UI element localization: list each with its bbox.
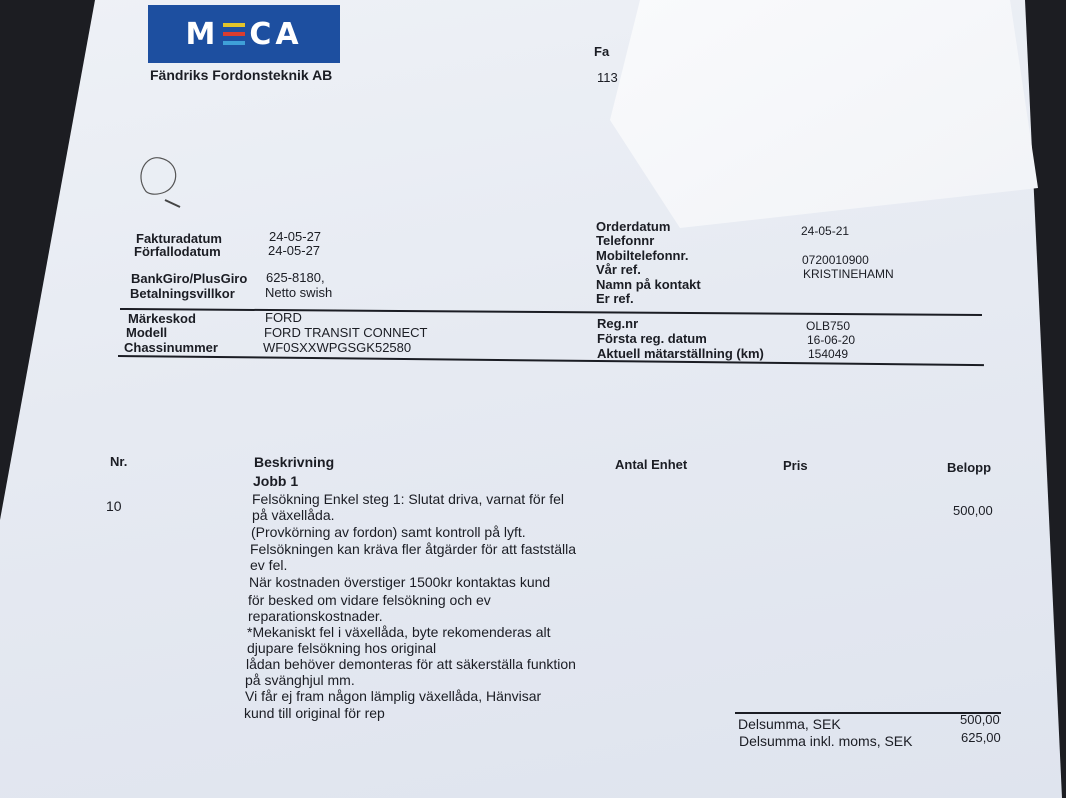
desc-line: ev fel.: [250, 557, 288, 573]
label-bankgiro: BankGiro/PlusGiro: [131, 271, 248, 286]
desc-line: (Provkörning av fordon) samt kontroll på lyft.: [251, 524, 526, 540]
value-modell: FORD TRANSIT CONNECT: [264, 325, 428, 340]
label-delsumma-inkl-moms: Delsumma inkl. moms, SEK: [739, 733, 913, 749]
stripe-blue: [223, 41, 245, 45]
label-chassinummer: Chassinummer: [124, 340, 218, 355]
job-title: Jobb 1: [253, 473, 299, 489]
value-forfallodatum: 24-05-27: [268, 243, 321, 258]
header-partial-number: 113: [597, 70, 618, 85]
desc-line: När kostnaden överstiger 1500kr kontaktas kund: [249, 574, 551, 590]
header-nr: Nr.: [110, 454, 128, 469]
label-er-ref: Er ref.: [596, 291, 634, 306]
value-bankgiro: 625-8180,: [266, 270, 325, 285]
value-var-ref: KRISTINEHAMN: [803, 267, 894, 281]
logo-letter-m: M: [185, 16, 220, 52]
label-forfallodatum: Förfallodatum: [134, 244, 221, 259]
label-var-ref: Vår ref.: [596, 262, 641, 277]
desc-line: *Mekaniskt fel i växellåda, byte rekomenderas alt: [247, 624, 551, 640]
desc-line: reparationskostnader.: [248, 608, 383, 624]
label-markeskod: Märkeskod: [128, 311, 196, 326]
stripe-red: [223, 32, 245, 36]
label-namn-pa-kontakt: Namn på kontakt: [596, 277, 701, 292]
header-partial-text: Fa: [594, 44, 610, 59]
desc-line: Vi får ej fram någon lämplig växellåda, Hänvisar: [245, 688, 542, 704]
value-delsumma-inkl-moms: 625,00: [961, 730, 1001, 745]
value-delsumma: 500,00: [960, 712, 1000, 727]
label-betalningsvillkor: Betalningsvillkor: [130, 286, 235, 301]
header-pris: Pris: [783, 458, 808, 473]
label-matarstallning: Aktuell mätarställning (km): [597, 346, 764, 361]
value-betalningsvillkor: Netto swish: [265, 285, 333, 300]
label-modell: Modell: [126, 325, 168, 340]
desc-line: på växellåda.: [252, 507, 335, 523]
label-regnr: Reg.nr: [597, 316, 639, 331]
company-name: Fändriks Fordonsteknik AB: [150, 67, 333, 83]
label-telefonnr: Telefonnr: [596, 233, 655, 248]
row-nr: 10: [106, 498, 122, 514]
stripe-yellow: [223, 23, 245, 27]
header-belopp: Belopp: [947, 460, 992, 475]
value-chassinummer: WF0SXXWPGSGK52580: [263, 340, 412, 355]
meca-logo: [148, 5, 340, 63]
value-orderdatum: 24-05-21: [801, 224, 850, 238]
value-mobiltelefonnr: 0720010900: [802, 253, 869, 267]
label-delsumma: Delsumma, SEK: [738, 716, 841, 732]
header-antal-enhet: Antal Enhet: [615, 457, 688, 472]
value-forsta-reg-datum: 16-06-20: [807, 333, 856, 347]
logo-stripes-icon: [223, 23, 245, 45]
value-matarstallning: 154049: [808, 347, 849, 361]
label-fakturadatum: Fakturadatum: [136, 231, 222, 246]
desc-line: djupare felsökning hos original: [247, 640, 437, 656]
label-orderdatum: Orderdatum: [596, 219, 671, 234]
logo-letters-ca: CA: [249, 16, 303, 52]
header-beskrivning: Beskrivning: [254, 454, 335, 470]
value-fakturadatum: 24-05-27: [269, 229, 322, 244]
row-belopp: 500,00: [953, 503, 993, 518]
desc-line: Felsökning Enkel steg 1: Slutat driva, varnat för fel: [252, 491, 565, 507]
value-regnr: OLB750: [806, 319, 851, 333]
desc-line: lådan behöver demonteras för att säkerställa funktion: [246, 656, 576, 672]
desc-line: Felsökningen kan kräva fler åtgärder för att fastställa: [250, 541, 577, 557]
label-forsta-reg-datum: Första reg. datum: [597, 331, 707, 346]
staple-mark-icon: [135, 150, 190, 212]
desc-line: för besked om vidare felsökning och ev: [248, 592, 491, 608]
label-mobiltelefonnr: Mobiltelefonnr.: [596, 248, 689, 263]
desc-line: på svänghjul mm.: [245, 672, 355, 688]
desc-line: kund till original för rep: [244, 705, 385, 721]
value-markeskod: FORD: [265, 310, 302, 325]
